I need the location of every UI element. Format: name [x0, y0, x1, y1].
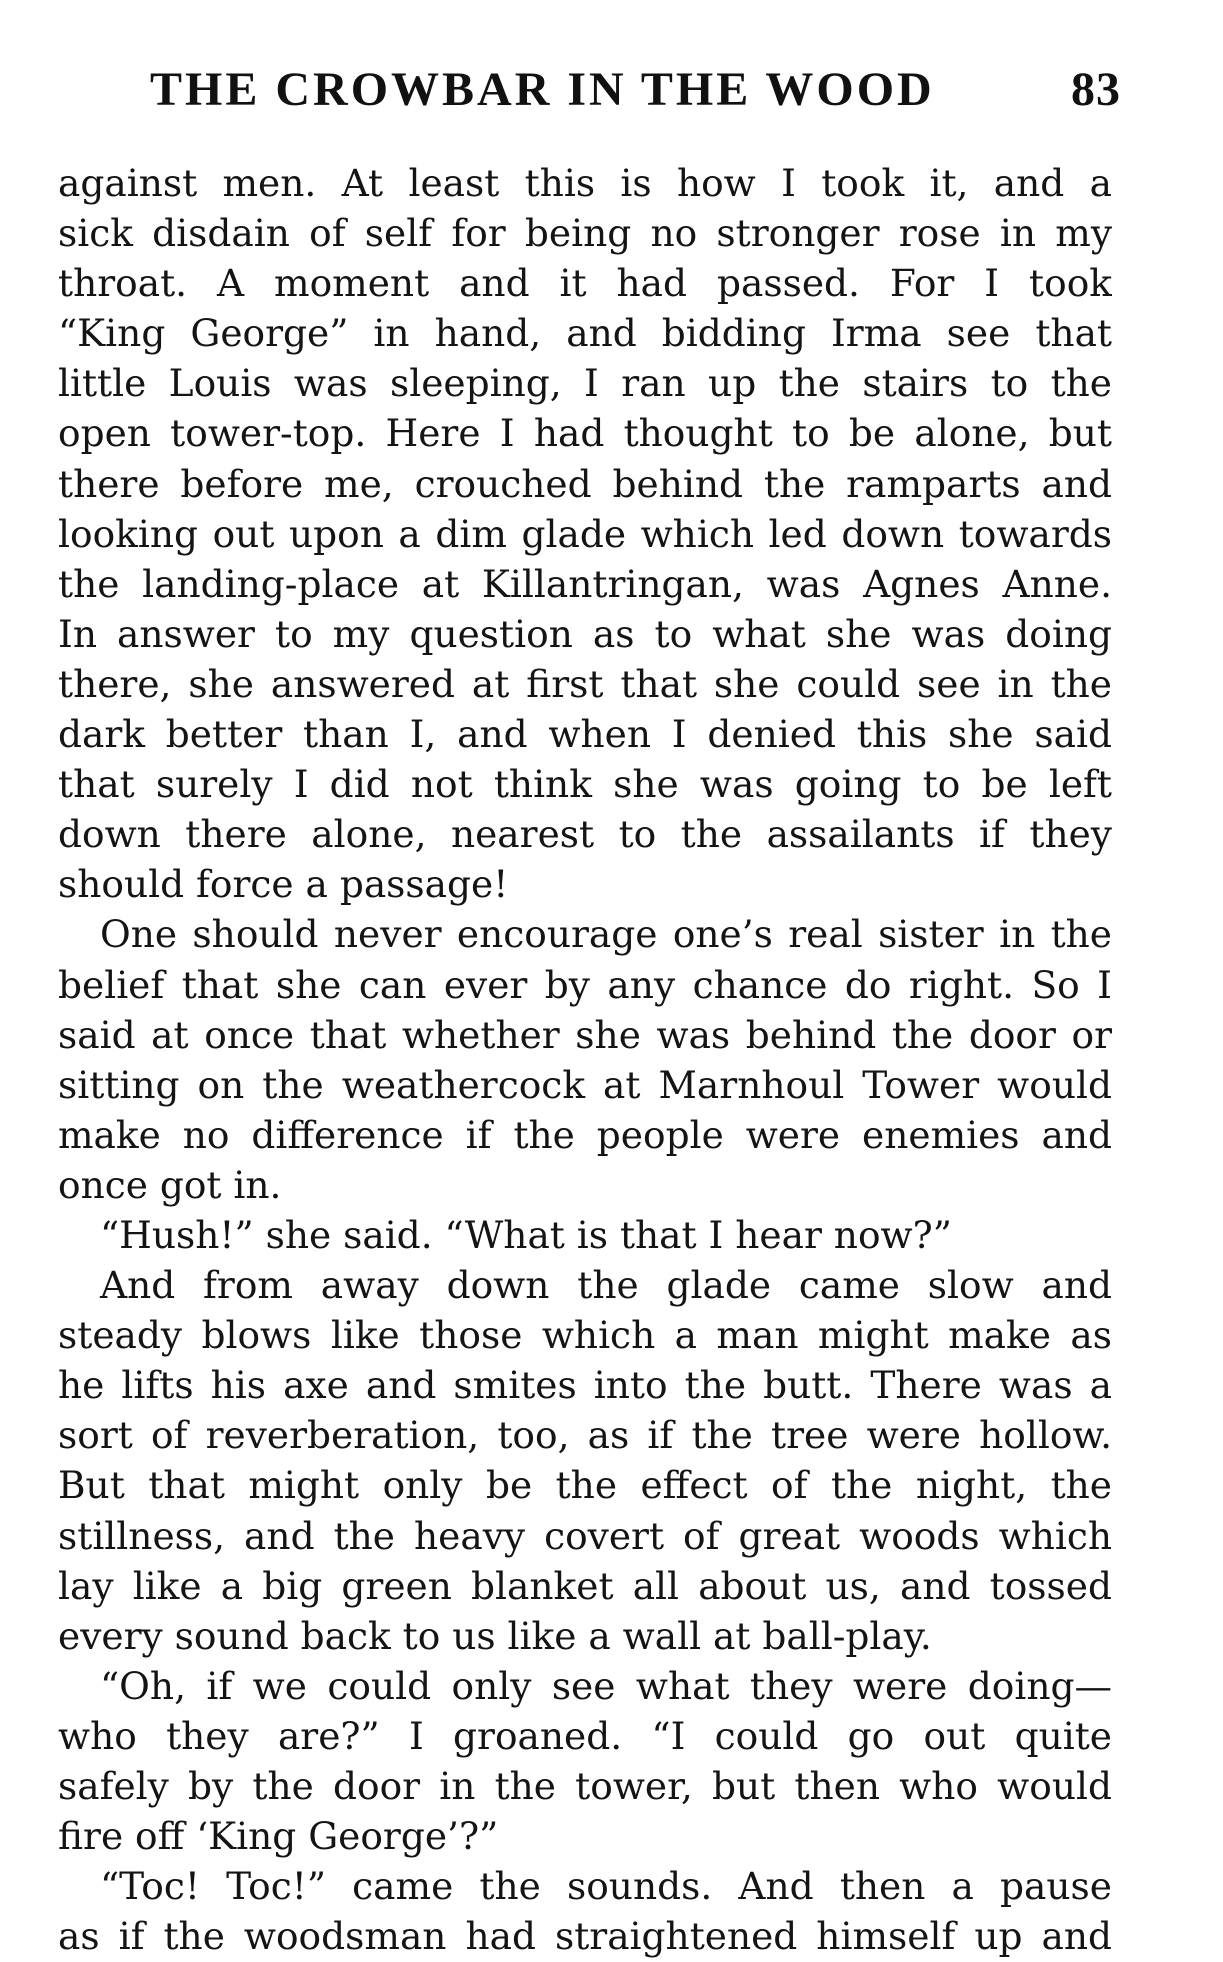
text-line: once got in.: [58, 1162, 282, 1207]
running-title: THE CROWBAR IN THE WOOD: [150, 63, 935, 116]
text-line: there before me, crouched behind the ramparts and: [58, 461, 1112, 506]
text-line: every sound back to us like a wall at ball-play.: [58, 1613, 932, 1658]
text-line: sitting on the weathercock at Marnhoul Tower would: [58, 1062, 1112, 1107]
paragraph-start-line: “Oh, if we could only see what they were doing—: [100, 1663, 1112, 1708]
text-line: down there alone, nearest to the assailants if they: [58, 812, 1112, 857]
text-line: belief that she can ever by any chance do right. So I: [58, 962, 1112, 1007]
text-line: there, she answered at first that she could see in the: [58, 661, 1112, 706]
text-line: the landing-place at Killantringan, was Agnes Anne.: [58, 561, 1112, 606]
page-number: 83: [1071, 63, 1121, 116]
paragraph-start-line: And from away down the glade came slow and: [100, 1263, 1112, 1308]
text-line: as if the woodsman had straightened himself up and: [58, 1914, 1112, 1959]
text-line: dark better than I, and when I denied this she said: [58, 712, 1112, 757]
text-line: should force a passage!: [58, 862, 509, 907]
text-line: lay like a big green blanket all about us, and tossed: [58, 1563, 1112, 1608]
text-line: safely by the door in the tower, but then who would: [58, 1764, 1112, 1808]
text-line: looking out upon a dim glade which led down towards: [58, 511, 1112, 556]
text-line: sick disdain of self for being no stronger rose in my: [58, 211, 1112, 256]
text-line: he lifts his axe and smites into the butt. There was a: [58, 1363, 1112, 1408]
text-line: steady blows like those which a man might make as: [58, 1313, 1112, 1358]
text-line: sort of reverberation, too, as if the tree were hollow.: [58, 1413, 1112, 1458]
text-line: In answer to my question as to what she was doing: [58, 611, 1112, 656]
body-text: [58, 158, 1112, 1961]
text-line: throat. A moment and it had passed. For I took: [58, 261, 1112, 306]
text-line: “King George” in hand, and bidding Irma see that: [58, 311, 1112, 356]
text-line: little Louis was sleeping, I ran up the stairs to the: [58, 361, 1112, 406]
text-line: open tower-top. Here I had thought to be alone, but: [58, 411, 1112, 456]
text-line: against men. At least this is how I took it, and a: [58, 161, 1112, 205]
text-line: fire off ‘King George’?”: [58, 1814, 499, 1859]
text-line: who they are?” I groaned. “I could go out quite: [58, 1713, 1112, 1758]
text-line: make no difference if the people were enemies and: [58, 1112, 1112, 1157]
text-line: said at once that whether she was behind the door or: [58, 1012, 1112, 1057]
running-head: [150, 62, 1121, 122]
text-line: stillness, and the heavy covert of great woods which: [58, 1513, 1112, 1558]
paragraph-start-line: “Toc! Toc!” came the sounds. And then a pause: [100, 1864, 1112, 1909]
text-line: But that might only be the effect of the night, the: [58, 1463, 1112, 1508]
paragraph-start-line: One should never encourage one’s real sister in the: [100, 912, 1112, 957]
paragraph-start-line: “Hush!” she said. “What is that I hear now?”: [100, 1212, 952, 1257]
text-line: that surely I did not think she was going to be left: [58, 762, 1112, 807]
